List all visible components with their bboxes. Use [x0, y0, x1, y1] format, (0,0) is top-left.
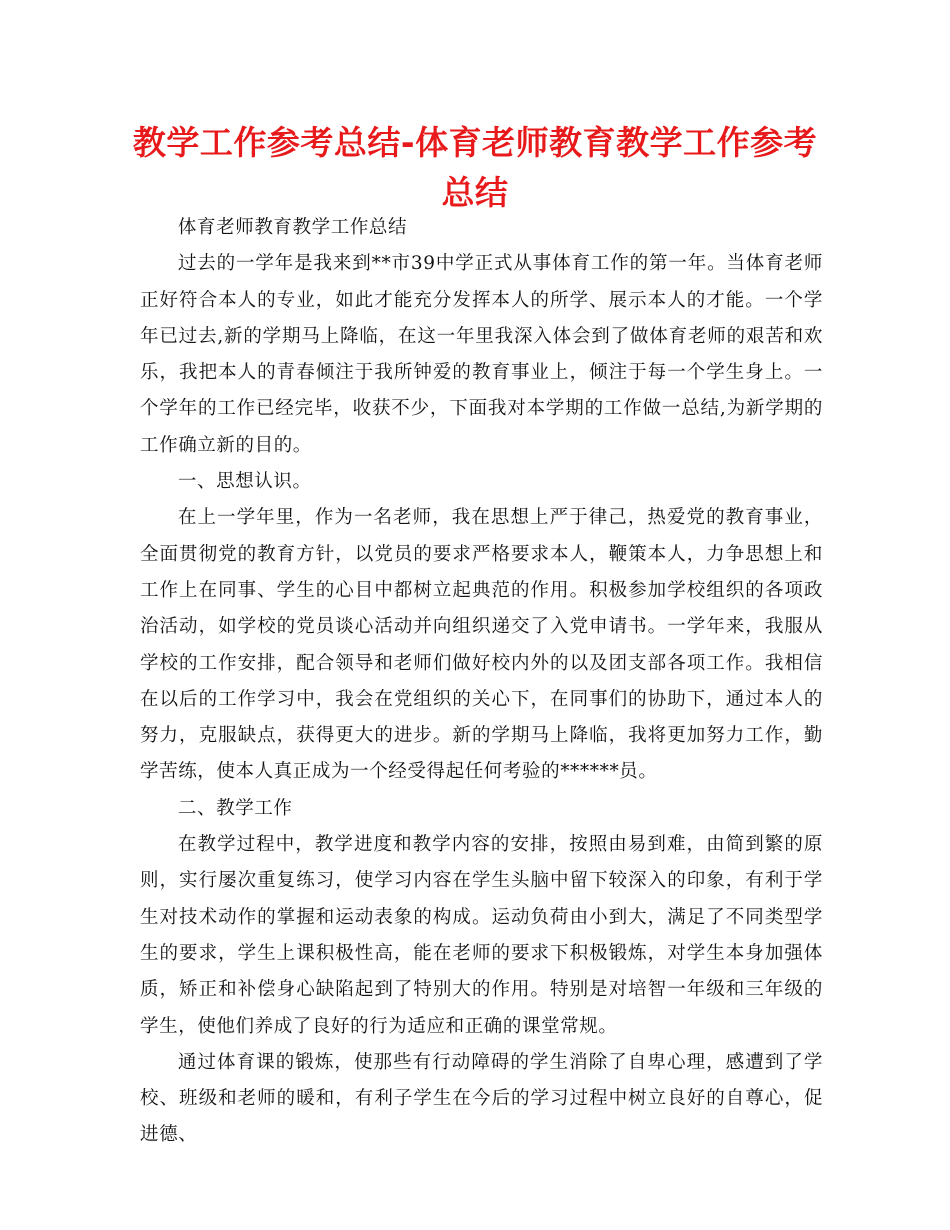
body-paragraph: 通过体育课的锻炼，使那些有行动障碍的学生消除了自卑心理，感遭到了学校、班级和老师的暖和，有利子学生在今后的学习过程中树立良好的自尊心，促进德、 — [140, 1051, 823, 1146]
document-body — [140, 210, 823, 1154]
document-title: 教学工作参考总结-体育老师教育教学工作参考总结 — [132, 123, 818, 212]
body-paragraph: 在上一学年里，作为一名老师，我在思想上严于律己，热爱党的教育事业，全面贯彻党的教育方针，以党员的要求严格要求本人，鞭策本人，力争思想上和工作上在同事、学生的心目中都树立起典范的作用。积极参加学校组织的各项政治活动，如学校的党员谈心活动并向组织递交了入党申请书。一学年来，我服从学校的工作安排，配合领导和老师们做好校内外的以及团支部各项工作。我相信在以后的工作学习中，我会在党组织的关心下，在同事们的协助下，通过本人的努力，克服缺点，获得更大的进步。新的学期马上降临，我将更加努力工作，勤学苦练，使本人真正成为一个经受得起任何考验的******员。 — [140, 507, 823, 783]
subtitle-paragraph: 体育老师教育教学工作总结 — [177, 217, 408, 238]
section-heading: 一、思想认识。 — [177, 471, 312, 493]
section-heading: 二、教学工作 — [177, 797, 293, 819]
body-paragraph: 过去的一学年是我来到**市39中学正式从事体育工作的第一年。当体育老师正好符合本人的专业，如此才能充分发挥本人的所学、展示本人的才能。一个学年已过去,新的学期马上降临，在这一年里我深入体会到了做体育老师的艰苦和欢乐，我把本人的青春倾注于我所钟爱的教育事业上，倾注于每一个学生身上。一个学年的工作已经完毕，收获不少，下面我对本学期的工作做一总结,为新学期的工作确立新的目的。 — [140, 253, 823, 456]
body-paragraph: 在教学过程中，教学进度和教学内容的安排，按照由易到难，由简到繁的原则，实行屡次重复练习，使学习内容在学生头脑中留下较深入的印象，有利于学生对技术动作的掌握和运动表象的构成。运动负荷由小到大，满足了不同类型学生的要求，学生上课积极性高，能在老师的要求下积极锻炼，对学生本身加强体质，矫正和补偿身心缺陷起到了特别大的作用。特别是对培智一年级和三年级的学生，使他们养成了良好的行为适应和正确的课堂常规。 — [140, 834, 823, 1037]
